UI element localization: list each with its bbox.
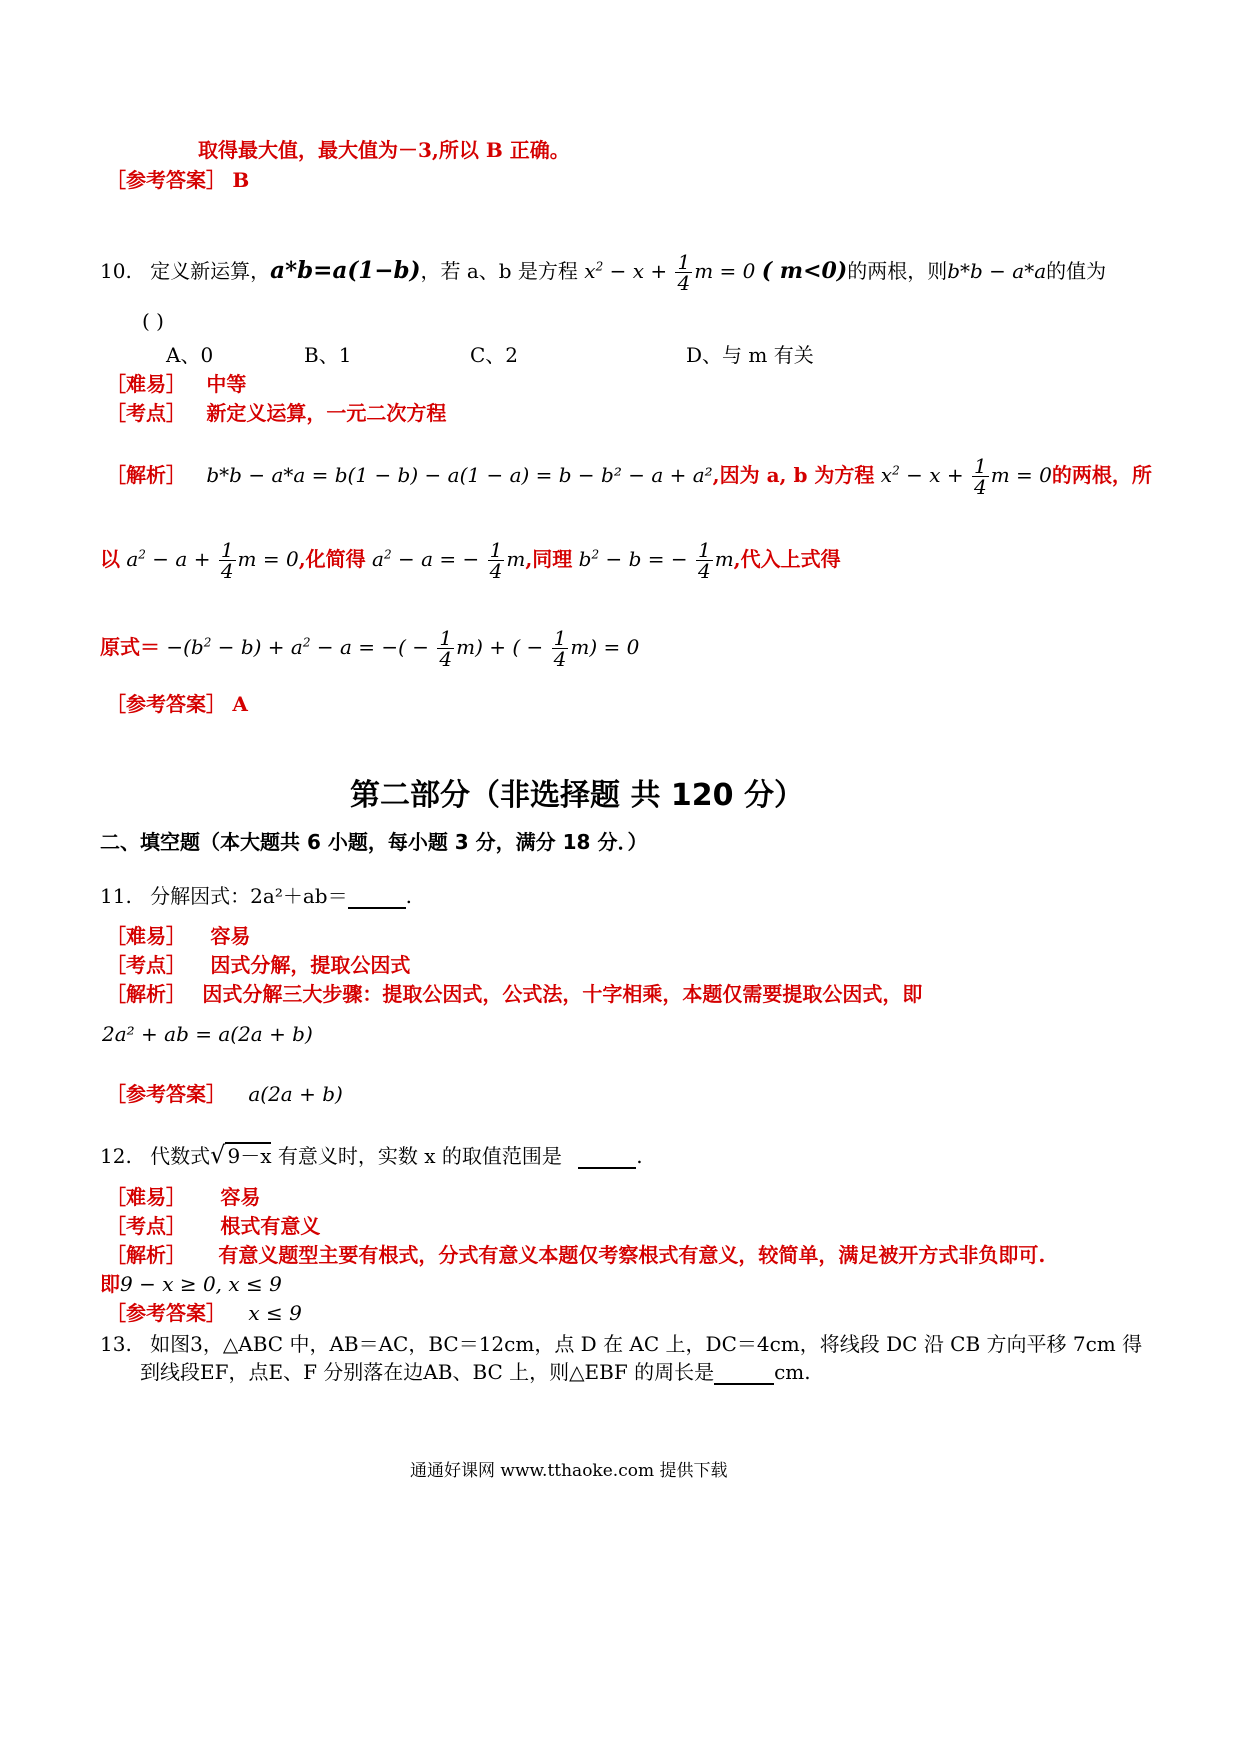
q10-paren: ( ) xyxy=(142,309,164,333)
q10-difficulty xyxy=(106,368,246,397)
answer-label: ［参考答案］ xyxy=(106,1301,226,1325)
analysis-equation: $x^2 - x$ + $\frac{1}{4}$ m = 0 xyxy=(880,454,1052,499)
analysis-eq-b-simplified: $b^2 - b$ = − $\frac{1}{4}$ m xyxy=(578,538,734,583)
analysis-text-2e: ,同理 xyxy=(525,547,573,571)
point-label: ［考点］ xyxy=(106,401,186,425)
answer-label: ［参考答案］ xyxy=(106,1082,226,1106)
analysis-text-1b: ,因为 a, b 为方程 xyxy=(712,463,875,487)
q10-analysis-line1 xyxy=(106,456,1152,497)
analysis-label: ［解析］ xyxy=(106,463,186,487)
carryover-text: 取得最大值，最大值为－3,所以 B 正确。 xyxy=(198,138,570,162)
q10-option-d: D、与 m 有关 xyxy=(686,343,814,367)
point-value: 根式有意义 xyxy=(220,1214,321,1238)
q10-equation: $x^2 - x$ + $\frac{1}{4}$ m = 0 xyxy=(584,250,756,295)
analysis-text-2a: 即 xyxy=(100,1272,120,1296)
q12-answer xyxy=(106,1297,302,1326)
analysis-text: 因式分解三大步骤：提取公因式，公式法，十字相乘，本题仅需要提取公因式，即 xyxy=(202,982,923,1006)
q12-analysis xyxy=(106,1239,1045,1268)
q12-number: 12. xyxy=(100,1144,132,1168)
answer-value: A xyxy=(232,692,248,716)
analysis-text-2a: 以 xyxy=(100,547,120,571)
part-title: 第二部分（非选择题 共 120 分） xyxy=(350,778,804,813)
q13-blank[interactable] xyxy=(714,1383,774,1385)
q10-analysis-line2 xyxy=(100,540,841,581)
difficulty-label: ［难易］ xyxy=(106,1185,186,1209)
q13-line1 xyxy=(100,1328,1142,1357)
q10-expression: b*b − a*a xyxy=(947,259,1047,283)
q10-text-c: 的两根，则 xyxy=(847,259,948,283)
q10-answer xyxy=(106,688,248,717)
q11-formula: 2a² + ab = a(2a + b) xyxy=(102,1022,313,1046)
q13-line2 xyxy=(140,1356,811,1385)
q11-answer xyxy=(106,1078,343,1107)
section-title: 二、填空题（本大题共 6 小题，每小题 3 分，满分 18 分．） xyxy=(100,830,648,854)
q13-text-1: 如图3，△ABC 中，AB＝AC，BC＝12cm，点 D 在 AC 上，DC＝4cm，将线段 DC 沿 CB 方向平移 7cm 得 xyxy=(150,1332,1143,1356)
page-footer: 通通好课网 www.tthaoke.com 提供下载 xyxy=(410,1461,728,1481)
q10-text-a: 定义新运算， xyxy=(150,259,271,283)
point-value: 因式分解，提取公因式 xyxy=(210,953,411,977)
q11-number: 11. xyxy=(100,884,132,908)
q12-text-b: 有意义时，实数 x 的取值范围是 xyxy=(277,1144,562,1168)
q13-text-2: 到线段EF，点E、F 分别落在边AB、BC 上，则△EBF 的周长是 xyxy=(140,1360,715,1384)
answer-label: ［参考答案］ xyxy=(106,168,226,192)
answer-label: ［参考答案］ xyxy=(106,692,226,716)
q12-stem: 12. 代数式√ 9－x 有意义时，实数 x 的取值范围是 . xyxy=(100,1141,643,1169)
q11-difficulty xyxy=(106,920,250,949)
q10-op-def: a*b=a(1−b) xyxy=(270,257,421,284)
point-label: ［考点］ xyxy=(106,1214,186,1238)
sqrt-icon: √ xyxy=(210,1141,226,1169)
q12-analysis-line2 xyxy=(100,1268,282,1297)
q11-text: 分解因式：2a²＋ab＝ xyxy=(150,884,348,908)
q11-point xyxy=(106,949,410,978)
analysis-eq-a-simplified: $a^2 - a$ = − $\frac{1}{4}$ m xyxy=(372,538,526,583)
analysis-text-2g: ,代入上式得 xyxy=(733,547,841,571)
q12-difficulty xyxy=(106,1181,260,1210)
q10-text-d: 的值为 xyxy=(1046,259,1107,283)
difficulty-label: ［难易］ xyxy=(106,924,186,948)
top-answer xyxy=(106,164,249,193)
q13-number: 13. xyxy=(100,1332,132,1356)
q10-option-b: B、1 xyxy=(304,343,352,367)
analysis-text-1d: 的两根，所 xyxy=(1051,463,1152,487)
analysis-eq-a: $a^2 - a$ + $\frac{1}{4}$ m = 0 xyxy=(126,538,299,583)
q10-stem xyxy=(100,252,1106,293)
q10-condition: ( m<0) xyxy=(761,258,848,284)
answer-value: B xyxy=(232,168,250,192)
q12-point xyxy=(106,1210,320,1239)
analysis-formula-1: b*b − a*a = b(1 − b) − a(1 − a) = b − b² − a + a² xyxy=(206,463,713,487)
analysis-text-3a: 原式＝ xyxy=(100,635,160,659)
q10-option-a: A、0 xyxy=(166,343,214,367)
q10-analysis-line3 xyxy=(100,628,639,669)
q12-blank[interactable] xyxy=(578,1167,636,1169)
q10-option-c: C、2 xyxy=(470,343,519,367)
q11-stem: 11. 分解因式：2a²＋ab＝ . xyxy=(100,884,412,908)
q11-analysis xyxy=(106,978,922,1007)
difficulty-value: 中等 xyxy=(206,372,247,396)
q11-blank[interactable] xyxy=(348,907,406,909)
q12-radicand: 9－x xyxy=(227,1144,272,1168)
q13-unit: cm. xyxy=(774,1360,811,1384)
analysis-label: ［解析］ xyxy=(106,1243,186,1267)
answer-value: x ≤ 9 xyxy=(248,1301,302,1325)
analysis-text-2c: ,化简得 xyxy=(298,547,366,571)
q10-text-b: ，若 a、b 是方程 xyxy=(420,259,578,283)
difficulty-value: 容易 xyxy=(210,924,251,948)
q10-point xyxy=(106,397,446,426)
difficulty-value: 容易 xyxy=(220,1185,261,1209)
analysis-label: ［解析］ xyxy=(106,982,186,1006)
q12-text-a: 代数式 xyxy=(150,1144,211,1168)
difficulty-label: ［难易］ xyxy=(106,372,186,396)
analysis-text: 有意义题型主要有根式，分式有意义本题仅考察根式有意义，较简单，满足被开方式非负即可. xyxy=(218,1243,1046,1267)
analysis-final: $-(b^2 - b) + a^2 - a$ = −( − $\frac{1}{4}$ m) + ( − $\frac{1}{4}$ m) = 0 xyxy=(166,626,640,671)
answer-value: a(2a + b) xyxy=(248,1082,343,1106)
point-label: ［考点］ xyxy=(106,953,186,977)
analysis-formula: 9 − x ≥ 0, x ≤ 9 xyxy=(120,1272,282,1296)
q10-number: 10. xyxy=(100,259,132,283)
point-value: 新定义运算，一元二次方程 xyxy=(206,401,447,425)
